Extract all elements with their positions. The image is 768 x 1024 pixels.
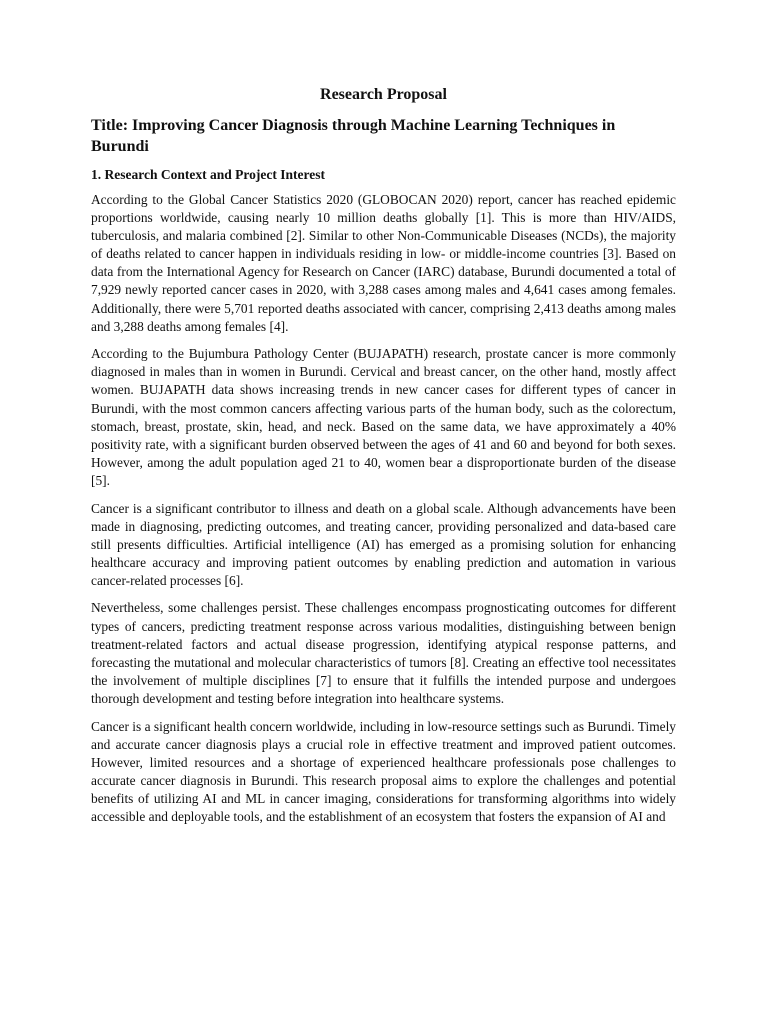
document-page (91, 84, 676, 836)
paragraph-3: Cancer is a significant contributor to illness and death on a global scale. Although advancements have been made in diagnosing, predicting outcomes, and treating cancer, providing personalized and data-based care still presents difficulties. Artificial intelligence (AI) has emerged as a promising solution for enhancing healthcare accuracy and improving patient outcomes by enabling prediction and automation in various cancer-related processes [6]. (91, 500, 676, 588)
document-heading: Research Proposal (320, 86, 447, 103)
paragraph-5: Cancer is a significant health concern worldwide, including in low-resource settings such as Burundi. Timely and accurate cancer diagnosis plays a crucial role in effective treatment and improved patient outcomes. However, limited resources and a shortage of experienced healthcare professionals pose challenges to accurate cancer diagnosis in Burundi. This research proposal aims to explore the challenges and potential benefits of utilizing AI and ML in cancer imaging, considerations for transforming algorithms into widely accessible and deployable tools, and the establishment of an ecosystem that fosters the expansion of AI and (91, 718, 676, 824)
paragraph-2: According to the Bujumbura Pathology Center (BUJAPATH) research, prostate cancer is more commonly diagnosed in males than in women in Burundi. Cervical and breast cancer, on the other hand, mostly affect women. BUJAPATH data shows increasing trends in new cancer cases for different types of cancer in Burundi, with the most common cancers affecting various parts of the human body, such as the colorectum, stomach, breast, prostate, skin, head, and neck. Based on the same data, we have approximately a 40% positivity rate, with a significant burden observed between the ages of 41 and 60 and beyond for both sexes. However, among the adult population aged 21 to 40, women bear a disproportionate burden of the disease [5]. (91, 346, 676, 488)
paragraph-4: Nevertheless, some challenges persist. These challenges encompass prognosticating outcomes for different types of cancers, predicting treatment response across various modalities, distinguishing between benign treatment-related factors and actual disease progression, identifying atypical response patterns, and forecasting the mutational and molecular characteristics of tumors [8]. Creating an effective tool necessitates the involvement of multiple disciplines [7] to ensure that it fulfills the intended purpose and undergoes thorough development and testing before integration into healthcare systems. (91, 600, 676, 706)
paragraph-1: According to the Global Cancer Statistics 2020 (GLOBOCAN 2020) report, cancer has reached epidemic proportions worldwide, causing nearly 10 million deaths globally [1]. This is more than HIV/AIDS, tuberculosis, and malaria combined [2]. Similar to other Non-Communicable Diseases (NCDs), the majority of deaths related to cancer happen in individuals residing in low- or middle-income countries [3]. Based on data from the International Agency for Research on Cancer (IARC) database, Burundi documented a total of 7,929 newly reported cancer cases in 2020, with 3,288 cases among males and 4,641 cases among females. Additionally, there were 5,701 reported deaths associated with cancer, comprising 2,413 deaths among males and 3,288 deaths among females [4]. (91, 192, 676, 334)
document-title: Title: Improving Cancer Diagnosis through Machine Learning Techniques in Burundi (91, 117, 616, 155)
section-heading: 1. Research Context and Project Interest (91, 167, 325, 182)
